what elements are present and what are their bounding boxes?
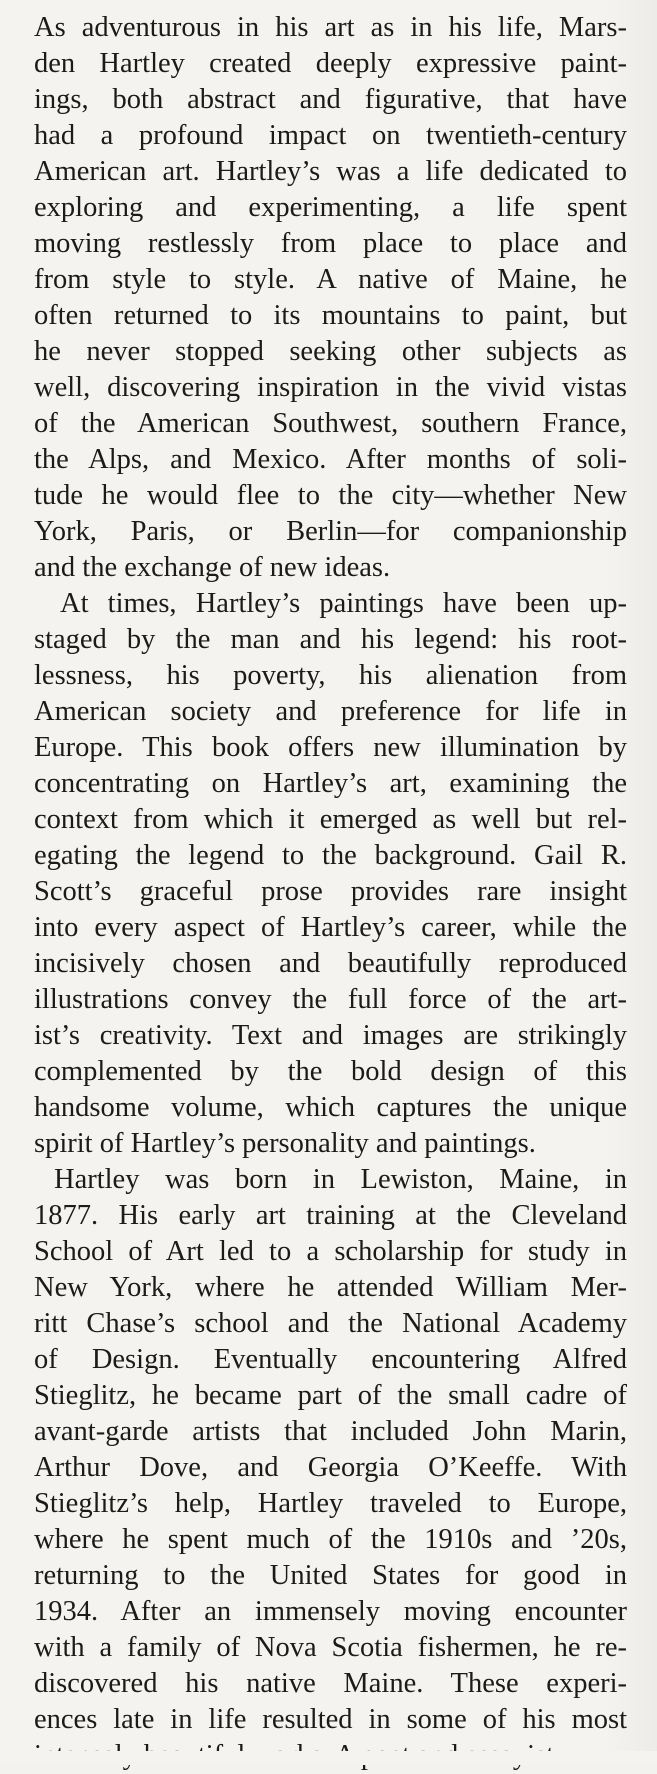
text-line: New York, where he attended William Mer-: [34, 1272, 627, 1303]
text-line: American society and preference for life in: [34, 696, 627, 727]
text-line: As adventurous in his art as in his life, Mars-: [34, 12, 627, 43]
text-line: where he spent much of the 1910s and ’20s,: [34, 1524, 627, 1555]
text-line: complemented by the bold design of this: [34, 1056, 627, 1087]
text-line: illustrations convey the full force of the art-: [34, 984, 627, 1015]
text-line: avant-garde artists that included John Marin,: [34, 1416, 627, 1447]
text-line: often returned to its mountains to paint, but: [34, 300, 627, 331]
text-line: ist’s creativity. Text and images are strikingly: [34, 1020, 627, 1051]
text-line: spirit of Hartley’s personality and paintings.: [34, 1128, 536, 1159]
text-line: Hartley was born in Lewiston, Maine, in: [54, 1164, 627, 1195]
paragraph-1: [34, 10, 627, 586]
text-line: tude he would flee to the city—whether New: [34, 480, 627, 511]
text-line: School of Art led to a scholarship for study in: [34, 1236, 627, 1267]
text-line: incisively chosen and beautifully reproduced: [34, 948, 627, 979]
text-line: 1934. After an immensely moving encounter: [34, 1596, 627, 1627]
text-line: the Alps, and Mexico. After months of soli-: [34, 444, 627, 475]
text-line: egating the legend to the background. Gail R.: [34, 840, 627, 871]
text-line: Scott’s graceful prose provides rare insight: [34, 876, 627, 907]
text-line: staged by the man and his legend: his root-: [34, 624, 627, 655]
text-line: Arthur Dove, and Georgia O’Keeffe. With: [34, 1452, 627, 1483]
text-line: ings, both abstract and figurative, that have: [34, 84, 627, 115]
text-line: ences late in life resulted in some of his most: [34, 1704, 627, 1735]
text-line: discovered his native Maine. These experi-: [34, 1668, 627, 1699]
text-line: handsome volume, which captures the unique: [34, 1092, 627, 1123]
text-line: York, Paris, or Berlin—for companionship: [34, 516, 627, 547]
text-line: Stieglitz, he became part of the small cadre of: [34, 1380, 627, 1411]
text-line: into every aspect of Hartley’s career, while the: [34, 912, 627, 943]
text-line: ritt Chase’s school and the National Academy: [34, 1308, 627, 1339]
text-line: from style to style. A native of Maine, he: [34, 264, 627, 295]
text-line: with a family of Nova Scotia fishermen, he re-: [34, 1632, 627, 1663]
text-line: of the American Southwest, southern France,: [34, 408, 627, 439]
text-line: lessness, his poverty, his alienation from: [34, 660, 627, 691]
text-line: American art. Hartley’s was a life dedicated to: [34, 156, 627, 187]
text-line: Stieglitz’s help, Hartley traveled to Europe,: [34, 1488, 627, 1519]
text-line: den Hartley created deeply expressive paint-: [34, 48, 627, 79]
text-line: well, discovering inspiration in the vivid vistas: [34, 372, 627, 403]
text-line: and the exchange of new ideas.: [34, 552, 391, 583]
text-line: concentrating on Hartley’s art, examining the: [34, 768, 627, 799]
text-line: returning to the United States for good in: [34, 1560, 627, 1591]
text-line: Europe. This book offers new illumination by: [34, 732, 627, 763]
text-line: moving restlessly from place to place and: [34, 228, 627, 259]
text-line: exploring and experimenting, a life spent: [34, 192, 627, 223]
article-body: [34, 10, 627, 1774]
text-line: of Design. Eventually encountering Alfred: [34, 1344, 627, 1375]
page-bottom-cutoff: [0, 1751, 657, 1765]
paragraph-3: [34, 1162, 627, 1774]
text-line: had a profound impact on twentieth-century: [34, 120, 627, 151]
text-line: context from which it emerged as well but rel-: [34, 804, 627, 835]
text-line: At times, Hartley’s paintings have been up-: [60, 588, 627, 619]
text-line: he never stopped seeking other subjects as: [34, 336, 627, 367]
text-line: 1877. His early art training at the Cleveland: [34, 1200, 627, 1231]
paragraph-2: [34, 586, 627, 1162]
